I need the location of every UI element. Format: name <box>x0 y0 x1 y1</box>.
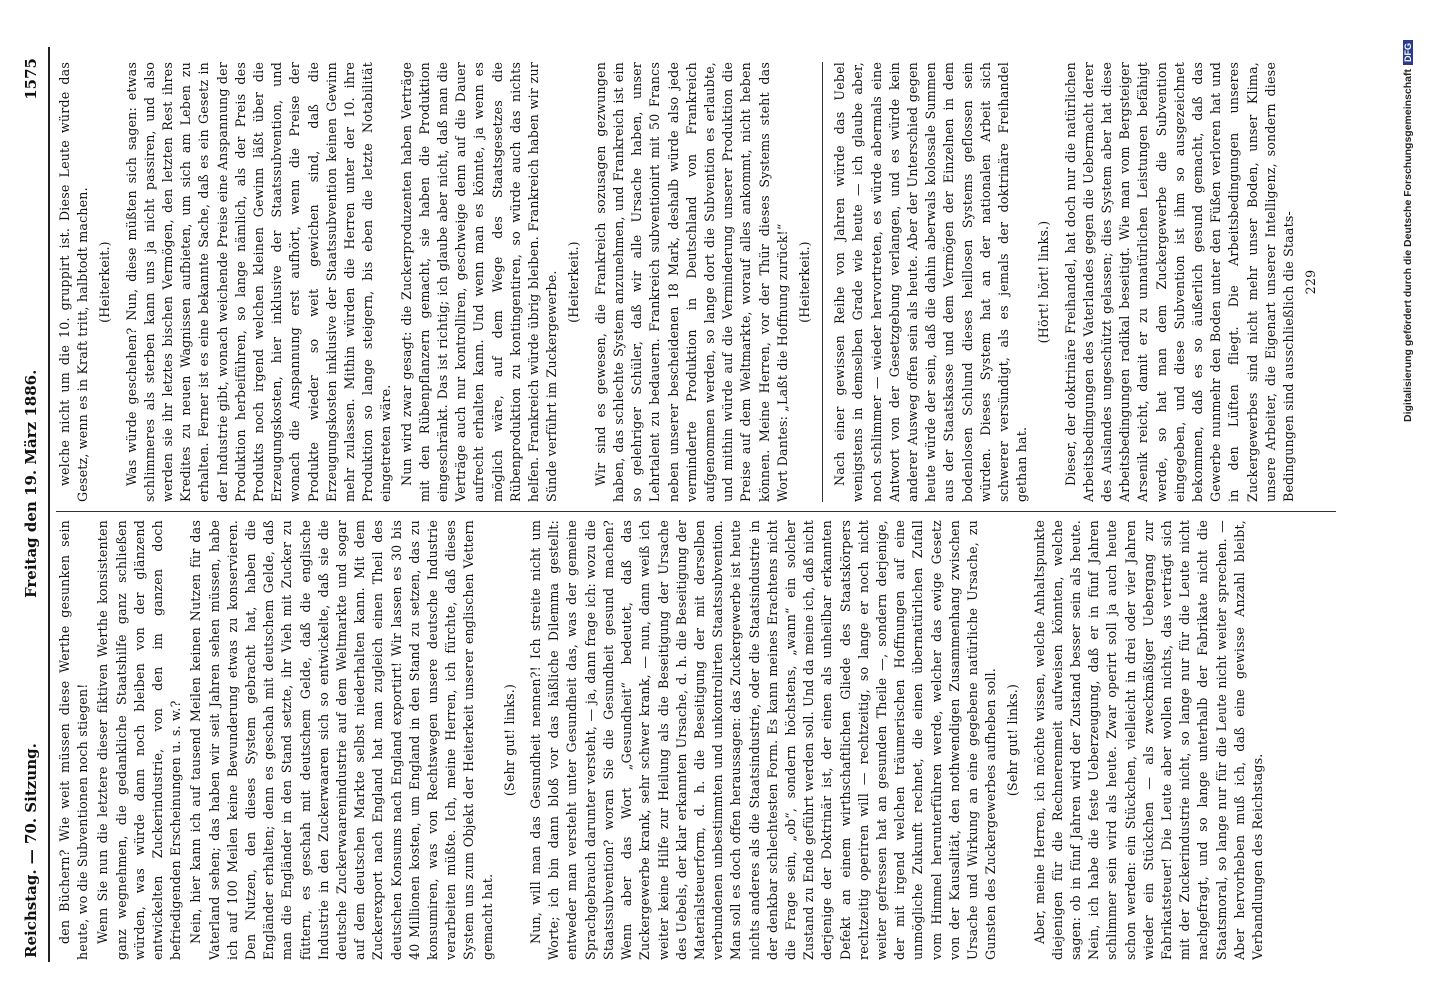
text-column-left <box>56 520 1346 960</box>
header-date: Freitag den 19. März 1886. <box>22 369 40 598</box>
paragraph: welche nicht um die 10. gruppirt ist. Diese Leute würde das Gesetz, wenn es in Kraft tritt, halbtodt machen. <box>57 62 91 502</box>
paragraph: Dieser, der doktrinäre Freihandel, hat doch nur die natürlichen Arbeitsbedingungen des Vaterlandes gegen die Uebermacht derer des Auslandes ungeschützt gelassen; dies System aber hat diese Arbeitsbedingungen radikal beseitigt. Wie man vom Bergsteiger Arsenik reicht, damit er zu unnatürlichen Leistungen befähigt werde, so hat man dem Zuckergewerbe die Subvention eingegeben, und diese Subvention ist ihm so ausgezeichnet bekommen, daß es so äußerlich gesund gemacht, daß das Gewerbe nunmehr den Boden unter den Füßen verloren hat und in den Lüften fliegt. Die Arbeitsbedingungen unseres Zuckergewerbes sind nicht mehr unser Boden, unser Klima, unsere Arbeiter, die Eigenart unserer Intelligenz, sondern diese Bedingungen sind ausschließlich die Staats- <box>1062 62 1296 502</box>
column-divider <box>56 511 1336 512</box>
header-session: Reichstag. — 70. Sitzung. <box>22 743 40 958</box>
dfg-logo: DFG <box>1403 40 1413 65</box>
interjection: (Heiterkeit.) <box>796 241 812 323</box>
interjection: 229 <box>1303 269 1319 295</box>
interjection: (Hört! hört! links.) <box>1036 220 1052 344</box>
page-number: 1575 <box>22 58 40 100</box>
paragraph: Aber, meine Herren, ich möchte wissen, welche Anhaltspunkte diejenigen für die Rechnerenmeit aufweisen könnten, welche sagen: ob in fünf Jahren wird der Zustand besser sein als heute. Nein, ich habe die feste Ueberzeugung, daß er in fünf Jahren schlimmer sein wird als heute. Zwar operirt soll ja auch heute schon werden: ein Stückchen, vielleicht in drei oder vier Jahren wieder ein Stückchen — als zweckmäßiger Uebergang zur Fabrikatsteuer! Die Leute aber wollen nichts, das verträgt sich mit der Zuckerindustrie nicht, so lange nur für die Leute nicht nachgefragt, und so lange unterhalb der Fabrikate nicht die Staatsmoral, so lange nur für die Leute nicht weiter sprechen. — Aber hervorheben muß ich, daß eine gewisse Anzahl bleibt, Verbandlungen des Reichstags. <box>1031 520 1265 960</box>
interjection: (Sehr gut! links.) <box>501 683 517 797</box>
interjection: (Heiterkeit.) <box>97 241 113 323</box>
paragraph: Wenn Sie nun die letztere dieser fiktiven Werthe konsistenten ganz wegnehmen, die gedankliche Staatshilfe ganz schließen würden, was würde dann noch bleiben von der glänzend entwickelten Zuckerindustrie, von den im ganzen doch befriedigenden Erscheinungen u. s. w.? <box>95 520 184 960</box>
section-separator <box>822 62 823 502</box>
interjection: (Sehr gut! links.) <box>1005 683 1021 797</box>
paragraph: Nach einer gewissen Reihe von Jahren würde das Uebel wenigstens in demselben Grade wie heute — ich glaube aber, noch schlimmer — wieder hervortreten, es würde abermals eine Antwort von der Gesetzgebung verlangen, und es würde kein anderer Ausweg offen sein als heute. Aber der Unterschied gegen heute würde der sein, daß die dahin aberwals kolossale Summen aus der Staatskasse und dem Vermögen der Einzelnen in dem bodenlosen Schlund dieses heillosen Systems geflossen sein würden. Dieses System hat an der nationalen Arbeit sich schwerer versündigt, als es jemals der doktrinäre Freihandel gethan hat. <box>832 62 1030 502</box>
paragraph: den Büchern? Wie weit müssen diese Werthe gesunken sein heute, wo die Subventionen noch stiegen! <box>57 520 91 960</box>
header-rule <box>48 47 50 962</box>
paragraph: Nein, hier kann ich auf tausend Meilen keinen Nutzen für das Vaterland sehen; das haben wir seit Jahren sehen müssen, habe ich auf 100 Meilen keine Bewunderung etwas zu konservieren. Den Nutzen, den dieses System gebracht hat, haben die Engländer erhalten; denn es geschah mit deutschem Gelde, daß man die Engländer in den Stand setzte, ihr Vieh mit Zucker zu füttern, es geschah mit deutschem Gelde, daß die englische Industrie in den Zuckerwaaren sich so entwickelte, daß sie die deutsche Zuckerwaarenindustrie auf dem Weltmarkte und sogar auf dem deutschen Markte selbst niederhalten kann. Mit dem Zuckerexport nach England hat man zugleich einen Theil des deutschen Konsums nach England exportirt! Wir lassen es 30 bis 40 Millionen kosten, um England in den Stand zu setzen, das zu konsumiren, was von Rechtswegen unsere deutsche Industrie verarbeiten müßte. Ich, meine Herren, ich fürchte, daß dieses System uns zum Objekt der Heiterkeit unserer englischen Vettern gemacht hat. <box>188 520 495 960</box>
paragraph: Nun wird zwar gesagt: die Zuckerproduzenten haben Verträge mit den Rübenpflanzern gemacht, sie haben die Produktion eingeschränkt. Das ist richtig; ich glaube aber nicht, daß man die Verträge auch nur kontrolliren, geschweige denn auf die Dauer aufrecht erhalten kann. Und wenn man es könnte, ja wenn es möglich wäre, auf dem Wege des Staatsgesetzes die Rübenproduktion zu kontingentiren, so würde auch das nichts helfen. Frankreich würde übrig bleiben. Frankreich haben wir zur Sünde verführt im Zuckergewerbe. <box>398 62 560 502</box>
credit-text: Digitalisierung gefördert durch die Deutsche Forschungsgemeinschaft <box>1402 69 1414 422</box>
text-column-right <box>56 62 1346 502</box>
digitization-credit <box>1392 0 1432 1000</box>
paragraph: Nun, will man das Gesundheit nennen?! Ich streite nicht um Worte; ich bin dann bloß vor das häßliche Dilemma gestellt: entweder man versteht unter Gesundheit das, was der gemeine Sprachgebrauch darunter versteht, — ja, dann frage ich: wozu die Staatssubvention? woran Sie die Gesundheit gesund machen? Wenn aber das Wort „Gesundheit“ bedeutet, daß das Zuckergewerbe krank, sehr schwer krank, — nun, dann weiß ich weiter keine Hilfe zur Heilung als die Beseitigung der Ursache des Uebels, der klar erkannten Ursache, d. h. die Beseitigung der Materialsteuerform, d. h. die Beseitigung der mit derselben verbundenen unbestimmten und unkontrolirten Staatssubvention. Man soll es doch offen heraussagen: das Zuckergewerbe ist heute nichts anderes als die Staatsindustrie, oder die Staatsindustrie in der denkbar schlechtesten Form. Es kann meines Erachtens nicht die Frage sein, „ob“, sondern höchstens, „wann“ ein solcher Zustand zu Ende geführt werden soll. Und da meine ich, daß nicht derjenige der Doktrinär ist, der einen als unheilbar erkannten Defekt an einem wirthschaftlichen Gliede des Staatskörpers rechtzeitig operiren will — rechtzeitig, so lange er noch nicht weiter gefressen hat an gesunden Theile —, sondern derjenige, der mit irgend welchen träumerischen Hoffnungen auf eine unmögliche Zukunft rechnet, die einen übernatürlichen Zufall vom Himmel herunterführen werde, welcher das ewige Gesetz von der Kausalität, den nothwendigen Zusammenhang zwischen Ursache und Wirkung an eine gegebene natürliche Ursache, zu Gunsten des Zuckergewerbes aufheben soll. <box>528 520 999 960</box>
paragraph: Wir sind es gewesen, die Frankreich sozusagen gezwungen haben, das schlechte System anzunehmen, und Frankreich ist ein so gelehriger Schüler, daß wir alle Ursache haben, unser Lehrtalent zu bedauern. Frankreich subventionirt mit 50 Francs neben unserer bescheidenen 18 Mark, deshalb würde also jede verminderte Produktion in Deutschland von Frankreich aufgenommen werden, so lange dort die Subvention es erlaubte, und mithin würde auf die Verminderung unserer Produktion die Preise auf dem Weltmarkte, worauf alles ankommt, nicht heben können. Meine Herren, vor der Thür dieses Systems steht das Wort Dantes: „Laßt die Hoffnung zurück!“ <box>592 62 790 502</box>
interjection: (Heiterkeit.) <box>566 241 582 323</box>
paragraph: Was würde geschehen? Nun, diese müßten sich sagen: etwas schlimmeres als sterben kann uns ja nicht passiren, und also werden sie ihr letztes bischen Vermögen, den letzten Rest ihres Kredites zu neuen Wagnissen aufbieten, um sich am Leben zu erhalten. Ferner ist es eine bekannte Sache, daß es ein Gesetz in der Industrie gibt, wonach weichende Preise eine Anspannung der Produktion herbeiführen, so lange nämlich, als der Preis des Produkts noch irgend welchen kleinen Gewinn läßt über die Erzeugungskosten, hier inklusive der Staatssubvention, und wonach die Anspannung erst aufhört, wenn die Preise der Produkte wieder so weit gewichen sind, daß die Erzeugungskosten inklusive der Staatssubvention keinen Gewinn mehr zulassen. Mithin würden die Herren unter der 10. ihre Produktion so lange steigern, bis eben die letzte Notabilität eingetreten wäre. <box>123 62 394 502</box>
